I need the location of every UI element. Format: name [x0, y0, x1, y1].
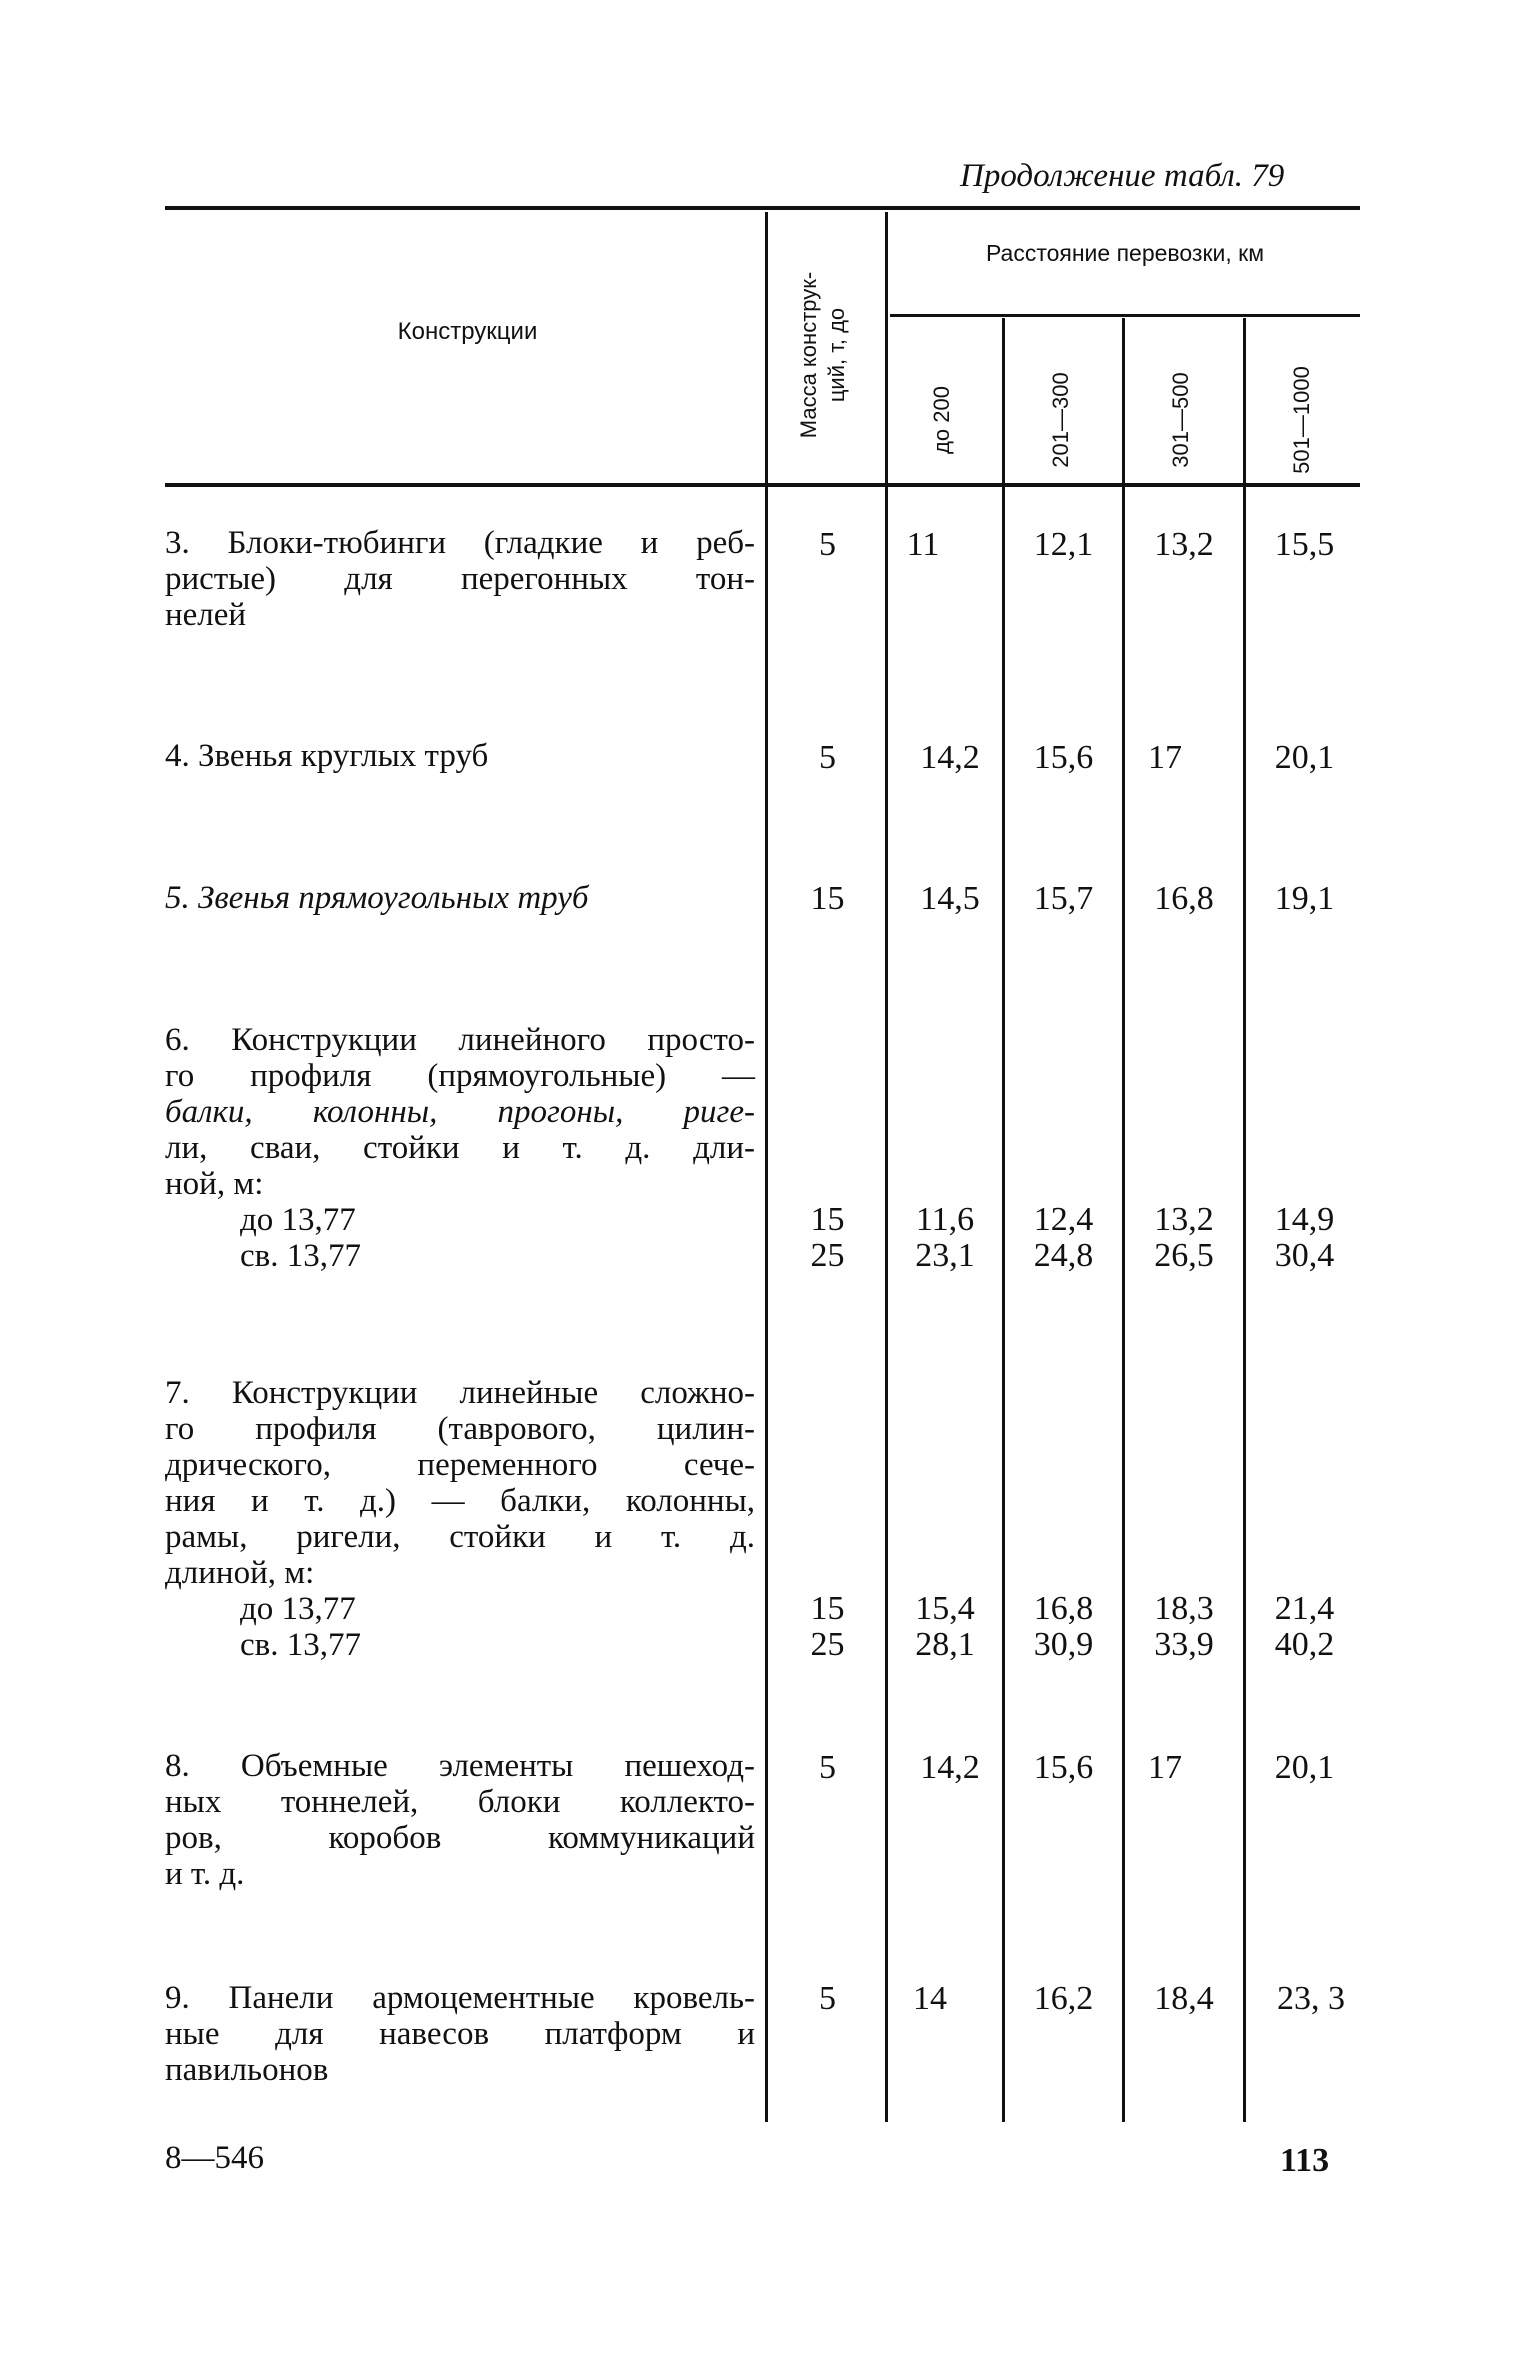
row-line: ные для навесов платформ и — [165, 2016, 755, 2052]
row-7a-mass: 15 — [810, 1590, 845, 1627]
header-mass-line2: ций, т, до — [824, 307, 849, 403]
distance-rule — [890, 314, 1360, 317]
table-row-7-text — [165, 1375, 755, 1663]
row-line: 3. Блоки-тюбинги (гладкие и реб- — [165, 525, 755, 561]
row-6a-v2: 12,4 — [1033, 1201, 1094, 1238]
header-mass-line1: Масса конструк- — [796, 271, 821, 439]
row-3-mass: 5 — [819, 526, 836, 563]
row-6a-v1: 11,6 — [915, 1201, 975, 1238]
row-7a-v4: 21,4 — [1274, 1590, 1335, 1627]
row-3-v4: 15,5 — [1274, 526, 1335, 563]
row-4-mass: 5 — [819, 739, 836, 776]
row-8-v4: 20,1 — [1274, 1749, 1335, 1786]
header-constructions: Конструкции — [397, 318, 538, 345]
table-row-6-text — [165, 1022, 755, 1274]
row-3-v2: 12,1 — [1033, 526, 1094, 563]
table-row-9-text — [165, 1980, 755, 2088]
header-range-2: 201—300 — [1048, 372, 1073, 468]
table-caption: Продолжение табл. 79 — [960, 158, 1285, 194]
table-row-8-text — [165, 1748, 755, 1892]
row-line: ных тоннелей, блоки коллекто- — [165, 1784, 755, 1820]
row-line: 4. Звенья круглых труб — [165, 738, 489, 774]
row-4-v1: 14,2 — [920, 739, 980, 776]
row-line: 8. Объемные элементы пешеход- — [165, 1748, 755, 1784]
row-4-v4: 20,1 — [1274, 739, 1335, 776]
row-line: го профиля (прямоугольные) — — [165, 1058, 755, 1094]
row-line: дрического, переменного сече- — [165, 1447, 755, 1483]
row-6b-v2: 24,8 — [1033, 1237, 1094, 1274]
row-9-v1: 14 — [913, 1980, 947, 2017]
row-7b-v1: 28,1 — [915, 1626, 975, 1663]
row-sub-line: св. 13,77 — [240, 1627, 361, 1663]
row-line: ров, коробов коммуникаций — [165, 1820, 755, 1856]
table-row-4-text — [165, 738, 755, 774]
row-line: ной, м: — [165, 1166, 264, 1202]
row-4-v2: 15,6 — [1033, 739, 1094, 776]
row-6b-mass: 25 — [810, 1237, 845, 1274]
row-8-v3: 17 — [1148, 1749, 1182, 1786]
header-mass — [795, 240, 855, 470]
row-7b-v2: 30,9 — [1033, 1626, 1094, 1663]
row-line: 9. Панели армоцементные кровель- — [165, 1980, 755, 2016]
row-line: ния и т. д.) — балки, колонны, — [165, 1483, 755, 1519]
row-9-v2: 16,2 — [1033, 1980, 1094, 2017]
row-sub-line: св. 13,77 — [240, 1238, 361, 1274]
row-9-v3: 18,4 — [1154, 1980, 1214, 2017]
row-7a-v2: 16,8 — [1033, 1590, 1094, 1627]
row-9-v4: 23, 3 — [1277, 1980, 1345, 2017]
row-line: ристые) для перегонных тон- — [165, 561, 755, 597]
footer-signature: 8—546 — [165, 2140, 264, 2176]
row-6b-v3: 26,5 — [1154, 1237, 1214, 1274]
col-divider-dist — [885, 212, 888, 2122]
row-5-v1: 14,5 — [920, 880, 980, 917]
row-7b-v4: 40,2 — [1274, 1626, 1335, 1663]
row-line: 7. Конструкции линейные сложно- — [165, 1375, 755, 1411]
header-range-3: 301—500 — [1168, 372, 1193, 468]
table-row-5-text — [165, 880, 755, 916]
col-divider-mass — [765, 212, 768, 2122]
header-bottom-rule — [165, 483, 1360, 487]
row-7b-mass: 25 — [810, 1626, 845, 1663]
page-number: 113 — [1280, 2142, 1330, 2179]
row-sub-line: до 13,77 — [240, 1202, 356, 1238]
header-range-1: до 200 — [929, 386, 954, 454]
row-5-v4: 19,1 — [1274, 880, 1335, 917]
row-7b-v3: 33,9 — [1154, 1626, 1214, 1663]
row-sub-line: до 13,77 — [240, 1591, 356, 1627]
row-6a-v3: 13,2 — [1154, 1201, 1214, 1238]
row-9-mass: 5 — [819, 1980, 836, 2017]
row-7a-v3: 18,3 — [1154, 1590, 1214, 1627]
row-3-v1: 11 — [906, 526, 940, 563]
row-line: павильонов — [165, 2052, 329, 2088]
row-8-v1: 14,2 — [920, 1749, 980, 1786]
top-rule — [165, 206, 1360, 210]
row-line: и т. д. — [165, 1856, 245, 1892]
row-8-mass: 5 — [819, 1749, 836, 1786]
row-6a-mass: 15 — [810, 1201, 845, 1238]
row-line: балки, колонны, прогоны, риге- — [165, 1094, 755, 1130]
row-line: ли, сваи, стойки и т. д. дли- — [165, 1130, 755, 1166]
row-line: рамы, ригели, стойки и т. д. — [165, 1519, 755, 1555]
row-4-v3: 17 — [1148, 739, 1182, 776]
row-line: нелей — [165, 597, 247, 633]
row-6b-v1: 23,1 — [915, 1237, 975, 1274]
row-line: длиной, м: — [165, 1555, 315, 1591]
row-line: 5. Звенья прямоугольных труб — [165, 880, 589, 916]
row-7a-v1: 15,4 — [915, 1590, 975, 1627]
row-6b-v4: 30,4 — [1274, 1237, 1335, 1274]
row-3-v3: 13,2 — [1154, 526, 1214, 563]
row-6a-v4: 14,9 — [1274, 1201, 1335, 1238]
row-line: 6. Конструкции линейного просто- — [165, 1022, 755, 1058]
header-distance: Расстояние перевозки, км — [985, 240, 1265, 266]
row-5-mass: 15 — [810, 880, 845, 917]
row-line: го профиля (таврового, цилин- — [165, 1411, 755, 1447]
row-8-v2: 15,6 — [1033, 1749, 1094, 1786]
table-row-3-text — [165, 525, 755, 633]
row-5-v3: 16,8 — [1154, 880, 1214, 917]
header-range-4: 501—1000 — [1289, 366, 1314, 474]
row-5-v2: 15,7 — [1033, 880, 1094, 917]
